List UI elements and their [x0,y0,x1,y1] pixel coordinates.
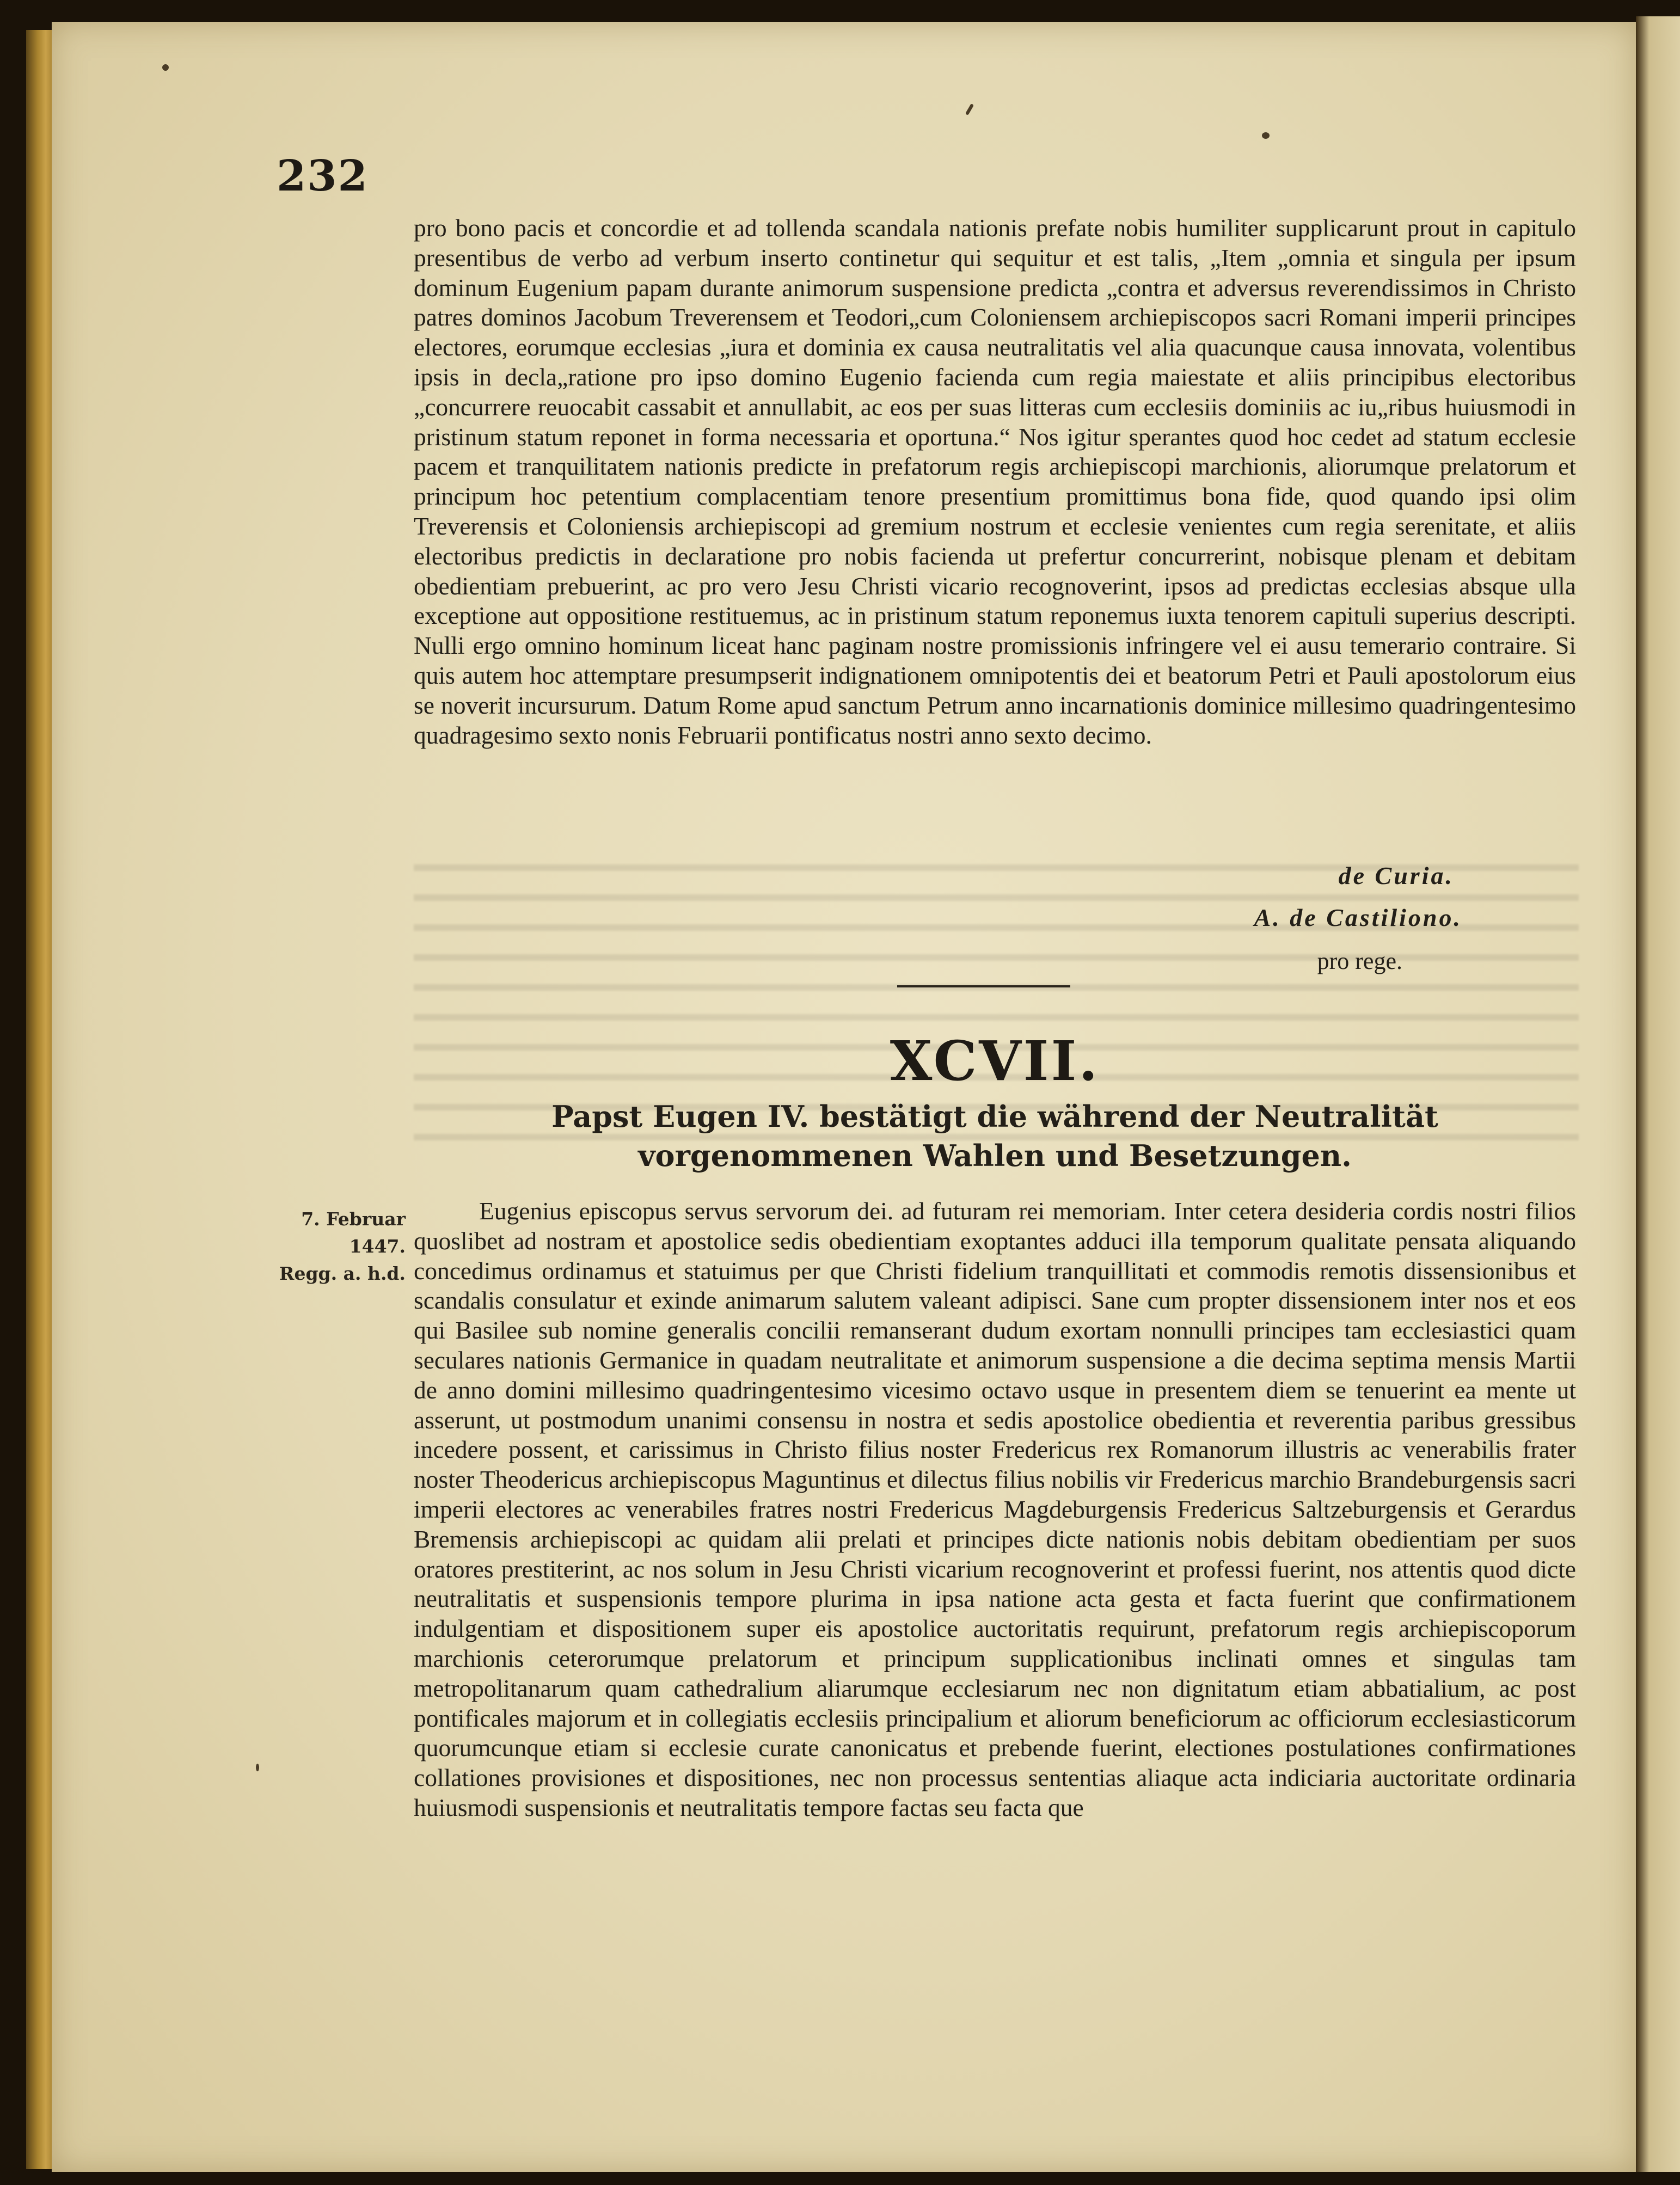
margin-date-note [275,1206,406,1287]
signature-de-curia: de Curia. [1338,862,1454,889]
section-divider [897,985,1070,987]
section-title: Papst Eugen IV. bestätigt die während der Neutralität vorgenommenen Wahlen und Besetzungen. [551,1099,1438,1173]
section-number: XCVII. [890,1029,1100,1093]
margin-note-date: 7. Februar [301,1208,406,1230]
body-text-continued: pro bono pacis et concordie et ad tollenda scandala nationis prefate nobis humiliter supplicarunt prout in capitulo presentibus de verbo ad verbum inserto continetur qui sequitur et est talis, „Item „omnia et singula per ipsum dominum Eugenium papam durante animorum suspensione predicta „contra et adversus reverendissimos in Christo patres dominos Jacobum Treverensem et Teodori„cum Coloniensem archiepiscopos sacri Romani imperii principes electores, eorumque ecclesias „iura et dominia ex causa neutralitatis vel alia quacunque causa innovata, volentibus ipsis in decla„ratione pro ipso domino Eugenio facienda cum regia maiestate et aliis principibus electoribus „concurrere reuocabit cassabit et annullabit, ac eos per suas litteras cum ecclesiis dominiis ac iu„ribus huiusmodi in pristinum statum reponet in forma necessaria et oportuna.“ Nos igitur sperantes quod hoc cedet ad statum ecclesie pacem et tranquilitatem nationis predicte in prefatorum regis archiepiscopi marchionis, aliorumque prelatorum et principum hoc petentium complacentiam tenore presentium promittimus bona fide, quod quando ipsi olim Treverensis et Coloniensis archiepiscopi ad gremium nostrum et ecclesie venientes cum regia serenitate, et aliis electoribus predictis in declaratione pro nobis facienda ut prefertur concurrerint, nobisque plenam et debitam obedientiam prebuerint, ac pro vero Jesu Christi vicario recognoverint, ipsos ad predictas ecclesias absque ulla exceptione aut oppositione restituemus, ac in pristinum statum reponemus iuxta tenorem capituli superius descripti. Nulli ergo omnino hominum liceat hanc paginam nostre promissionis infringere vel ei ausu temerario contraire. Si quis autem hoc attemptare presumpserit indignationem omnipotentis dei et beatorum Petri et Pauli apostolorum eius se noverit incursurum. Datum Rome apud sanctum Petrum anno incarnationis dominice millesimo quadringentesimo quadragesimo sexto nonis Februarii pontificatus nostri anno sexto decimo. [414,214,1576,749]
signature-castiliono: A. de Castiliono. [1254,904,1462,931]
ink-speck [1262,132,1270,139]
adjacent-page-edge [1636,16,1680,2172]
margin-note-year: 1447. [349,1236,406,1257]
ink-speck [162,64,169,71]
signature-pro-rege: pro rege. [1317,948,1402,974]
page-number: 232 [277,151,369,201]
ink-speck [256,1764,259,1771]
body-text-document: Eugenius episcopus servus servorum dei. ad futuram rei memoriam. Inter cetera desideria cordis nostri filios quoslibet ad nostram et apostolice sedis obedientiam exoptantes adduci illa temporum qualitate pensata aliquando concedimus ordinamus et statuimus per que Christi fidelium tranquillitati et commodis remotis dissensionibus et scandalis consulatur et exinde animarum salutem valeant adipisci. Sane cum propter dissensionem inter nos et eos qui Basilee sub nomine generalis concilii remanserant dudum exortam nonnulli principes tam ecclesiastici quam seculares nationis Germanice in quadam neutralitate et animorum suspensione a die decima septima mensis Martii de anno domini millesimo quadringentesimo vicesimo octavo usque in presentem diem se tenuerint ea mente ut asserunt, ut postmodum unanimi consensu in nostra et sedis apostolice obedientia et reverentia paribus gressibus incedere possent, et carissimus in Christo filius noster Fredericus rex Romanorum illustris ac venerabilis frater noster Theodericus archiepiscopus Maguntinus et dilectus filius nobilis vir Fredericus marchio Brandeburgensis sacri imperii electores ac venerabiles fratres nostri Fredericus Magdeburgensis Fredericus Saltzeburgensis et Gerardus Bremensis archiepiscopi ac quidam alii prelati et principes dicte nationis nobis debitam obedientiam per suos oratores prestiterint, ac nos solum in Jesu Christi vicarium recognoverint et professi fuerint, nos attentis quod dicte neutralitatis et suspensionis tempore plurima in ipsa natione acta gesta et facta fuerint que confirmationem indulgentiam et dispositionem super eis apostolice auctoritatis requirunt, prefatorum regis archiepiscoporum marchionis ceterorumque prelatorum et principum supplicationibus inclinati omnes et singulas tam metropolitanarum quam cathedralium aliarumque ecclesiarum nec non dignitatum etiam abbatialium, ac post pontificales majorum et in collegiatis ecclesiis principalium et aliorum beneficiorum ac officiorum ecclesiasticorum quorumcunque etiam si ecclesie curate canonicatus et prebende fuerint, electiones postulationes confirmationes collationes provisiones et dispositiones, nec non processus sententias aliaque acta indiciaria auctoritate ordinaria huiusmodi suspensionis et neutralitatis tempore factas seu facta que [414,1197,1576,1821]
margin-note-source: Regg. a. h.d. [279,1263,406,1284]
